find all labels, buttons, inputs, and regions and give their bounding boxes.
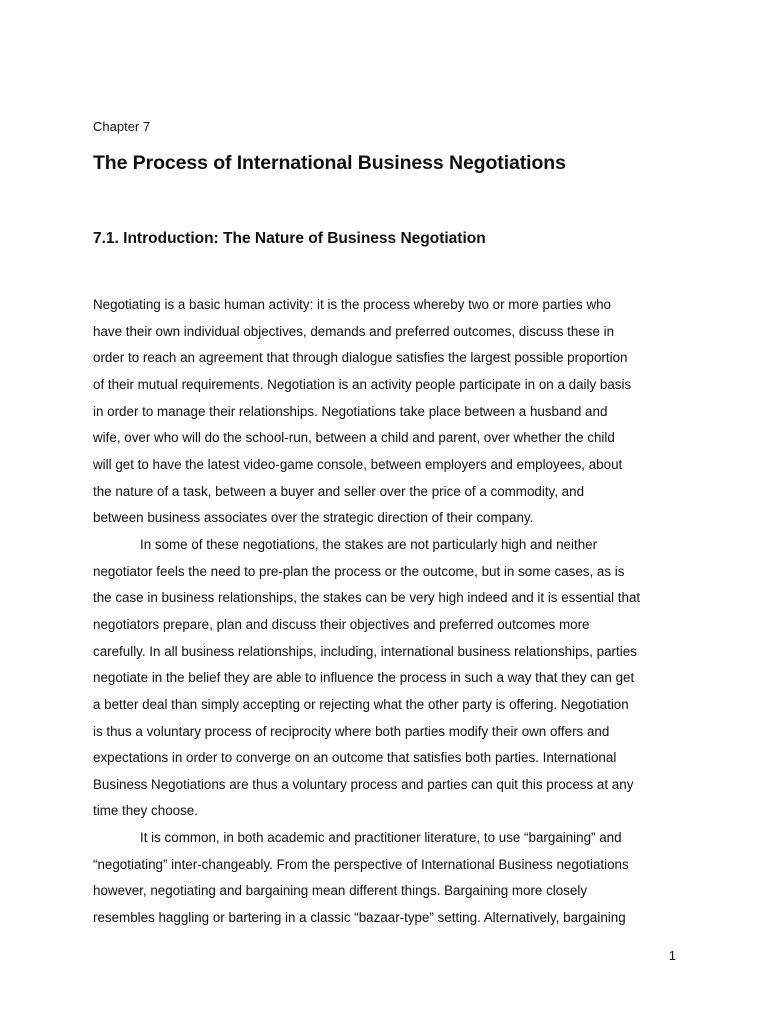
text-line: resembles haggling or bartering in a classic “bazaar-type” setting. Alternatively, bargaining — [93, 910, 626, 926]
text-line: wife, over who will do the school-run, between a child and parent, over whether the child — [93, 430, 615, 446]
text-line: between business associates over the strategic direction of their company. — [93, 510, 534, 526]
text-line: the nature of a task, between a buyer and seller over the price of a commodity, and — [93, 483, 585, 499]
text-line: have their own individual objectives, demands and preferred outcomes, discuss these in — [93, 323, 615, 339]
text-line: “negotiating” inter-changeably. From the perspective of International Business negotiations — [93, 856, 629, 872]
text-line: order to reach an agreement that through dialogue satisfies the largest possible proportion — [93, 350, 628, 366]
section-heading: 7.1. Introduction: The Nature of Business Negotiation — [93, 230, 486, 247]
chapter-title: The Process of International Business Negotiations — [93, 152, 566, 174]
text-line-indented: In some of these negotiations, the stakes are not particularly high and neither — [140, 536, 598, 552]
text-line: negotiate in the belief they are able to influence the process in such a way that they can get — [93, 670, 635, 686]
text-line: time they choose. — [93, 803, 198, 819]
body-text — [93, 292, 683, 932]
text-line: Negotiating is a basic human activity: it is the process whereby two or more parties who — [93, 297, 612, 312]
text-line: negotiators prepare, plan and discuss their objectives and preferred outcomes more — [93, 616, 590, 632]
text-line: carefully. In all business relationships, including, international business relationships, parties — [93, 643, 637, 659]
text-line-indented: It is common, in both academic and practitioner literature, to use “bargaining” and — [140, 830, 622, 846]
text-line: in order to manage their relationships. Negotiations take place between a husband and — [93, 403, 608, 419]
text-line: will get to have the latest video-game console, between employers and employees, about — [93, 456, 623, 472]
text-line: is thus a voluntary process of reciprocity where both parties modify their own offers and — [93, 723, 610, 739]
text-line: however, negotiating and bargaining mean different things. Bargaining more closely — [93, 883, 588, 899]
text-line: the case in business relationships, the stakes can be very high indeed and it is essential that — [93, 590, 641, 606]
text-line: expectations in order to converge on an outcome that satisfies both parties. International — [93, 750, 617, 766]
text-line: of their mutual requirements. Negotiation is an activity people participate in on a daily basis — [93, 376, 632, 392]
text-line: negotiator feels the need to pre-plan the process or the outcome, but in some cases, as is — [93, 563, 625, 579]
text-line: a better deal than simply accepting or rejecting what the other party is offering. Negotiation — [93, 696, 629, 712]
text-line: Business Negotiations are thus a voluntary process and parties can quit this process at any — [93, 776, 634, 792]
chapter-label: Chapter 7 — [93, 119, 151, 134]
page-number: 1 — [668, 948, 676, 963]
